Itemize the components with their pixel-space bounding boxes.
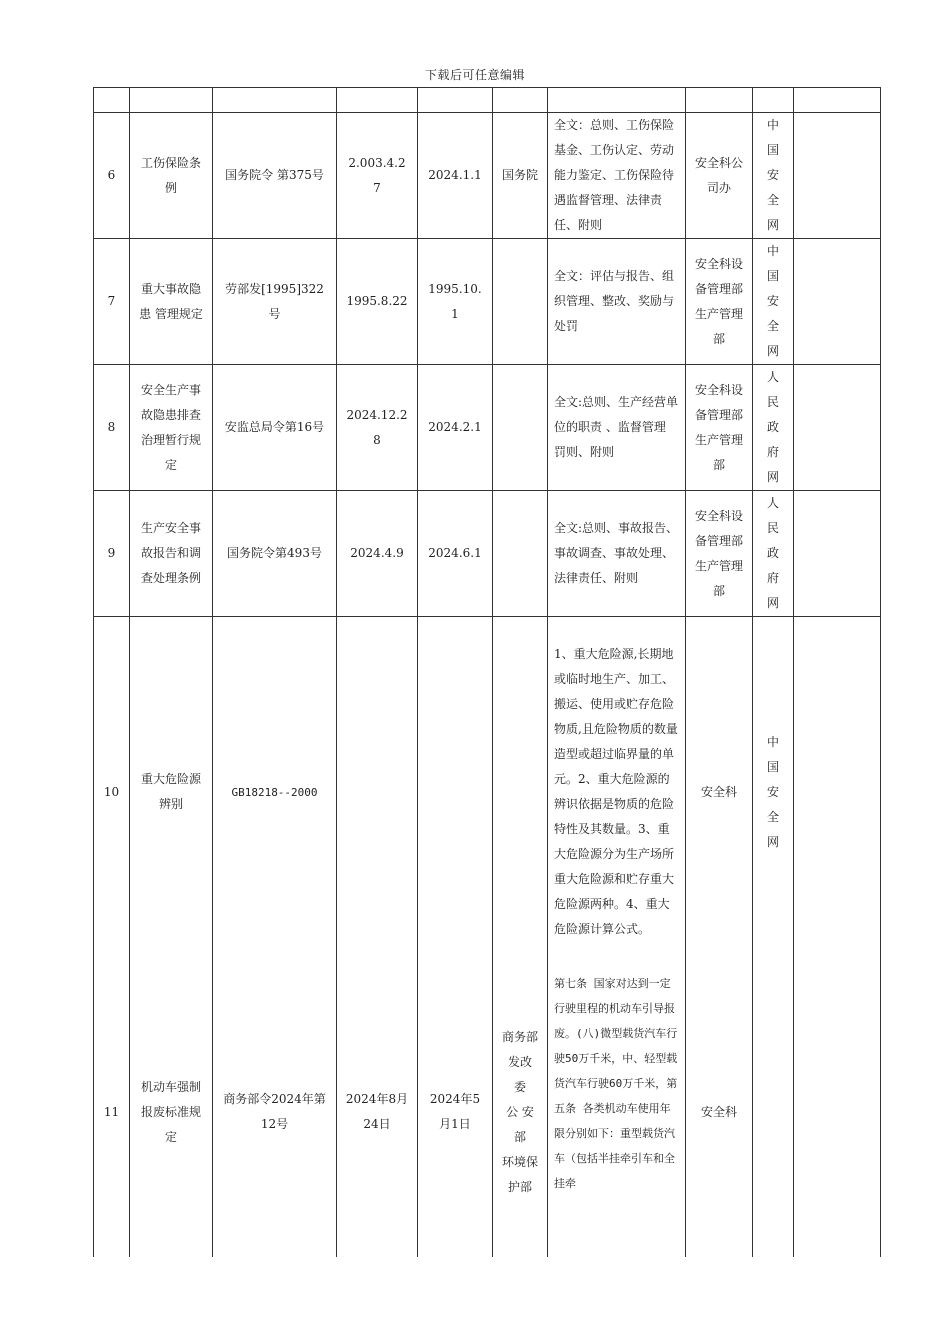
- row-number: 6: [94, 113, 130, 239]
- issue-date: 2024.4.9: [337, 491, 418, 617]
- issue-date: 1995.8.22: [337, 239, 418, 365]
- row-number-cell: [94, 617, 130, 1258]
- header-note: 下载后可任意编辑: [424, 68, 525, 82]
- responsible-dept: 安全科设备管理部生产管理部: [686, 365, 753, 491]
- source-char: 安: [766, 784, 779, 799]
- source-char: 中: [766, 244, 779, 258]
- remarks: [794, 113, 881, 239]
- source-char: 网: [766, 834, 779, 849]
- document-number-cell: [213, 617, 337, 1258]
- source-char: 安: [766, 294, 779, 308]
- regulation-name-cell: [130, 617, 213, 1258]
- document-number: 国务院令第493号: [213, 491, 337, 617]
- source-char: 网: [766, 344, 779, 358]
- source-char: 中: [766, 734, 779, 749]
- responsible-dept: 安全科设备管理部生产管理部: [686, 239, 753, 365]
- regulation-name: 重大危险源辨别: [140, 772, 201, 811]
- regulation-content: 1、重大危险源,长期地或临时地生产、加工、搬运、使用或贮存危险物质,且危险物质的数量造型或超过临界量的单元。2、重大危险源的辨识依据是物质的危险特性及其数量。3、重大危险源分为生产场所重大危险源和贮存重大危险源两种。4、重大危险源计算公式。: [554, 647, 678, 936]
- row-number: 10: [103, 784, 120, 799]
- responsible-dept: 安全科: [700, 1104, 737, 1119]
- table-row-combined: [94, 617, 881, 1258]
- info-source: [753, 491, 794, 617]
- issue-date: 2.003.4.27: [337, 113, 418, 239]
- responsible-dept: 安全科: [700, 784, 737, 799]
- issue-date-cell: [337, 617, 418, 1258]
- regulation-name: 机动车强制报废标准规定: [140, 1079, 201, 1144]
- source-char: 民: [766, 521, 779, 535]
- document-number: 安监总局令第16号: [213, 365, 337, 491]
- source-char: 网: [766, 596, 779, 610]
- remarks: [794, 491, 881, 617]
- row-number: 7: [94, 239, 130, 365]
- regulations-table: [93, 87, 881, 1257]
- issuing-authority-cell: [493, 617, 548, 1258]
- effective-date: 2024.2.1: [418, 365, 493, 491]
- regulation-name: 重大事故隐患 管理规定: [130, 239, 213, 365]
- remarks-cell: [794, 617, 881, 1258]
- document-number: GB18218--2000: [231, 785, 318, 799]
- issuing-authority: 商务部 发改 委 公 安 部 环境保 护部: [501, 1029, 538, 1194]
- source-char: 人: [766, 370, 779, 384]
- responsible-dept: 安全科设备管理部生产管理部: [686, 491, 753, 617]
- issuing-authority: [493, 365, 548, 491]
- source-char: 民: [766, 395, 779, 409]
- regulation-name: 工伤保险条例: [130, 113, 213, 239]
- source-char: 网: [766, 218, 779, 232]
- regulation-content-cell: [548, 617, 686, 1258]
- source-char: 人: [766, 496, 779, 510]
- document-number: 国务院令 第375号: [213, 113, 337, 239]
- effective-date: 2024年5月1日: [429, 1092, 481, 1131]
- source-char: 国: [766, 759, 779, 774]
- source-char: 全: [766, 809, 779, 824]
- info-source: [753, 239, 794, 365]
- source-char: 府: [766, 445, 779, 459]
- regulation-name: 安全生产事故隐患排查治理暂行规定: [130, 365, 213, 491]
- source-char: 国: [766, 269, 779, 283]
- regulation-content: 全文：总则、工伤保险基金、工伤认定、劳动能力鉴定、工伤保险待遇监督管理、法律责任、附则: [548, 113, 686, 239]
- source-char: 安: [766, 168, 779, 182]
- regulation-content: 全文:总则、生产经营单位的职责 、监督管理 罚则、附则: [548, 365, 686, 491]
- regulation-content: 第七条 国家对达到一定行驶里程的机动车引导报废。(八)微型载货汽车行驶50万千米，中、轻型载货汽车行驶60万千米，第五条 各类机动车使用年限分别如下：重型载货汽车（包括半挂牵引车和全挂牵: [554, 977, 678, 1190]
- remarks: [794, 239, 881, 365]
- document-number: 商务部令2024年第12号: [223, 1092, 326, 1131]
- effective-date-cell: [418, 617, 493, 1258]
- table-row: [94, 113, 881, 239]
- row-number: 9: [94, 491, 130, 617]
- issue-date: 2024.12.28: [337, 365, 418, 491]
- source-char: 国: [766, 143, 779, 157]
- issuing-authority: [493, 239, 548, 365]
- issuing-authority: [493, 491, 548, 617]
- table-row: [94, 491, 881, 617]
- responsible-dept: 安全科公司办: [686, 113, 753, 239]
- row-number: 8: [94, 365, 130, 491]
- source-char: 中: [766, 118, 779, 132]
- effective-date: 1995.10.1: [418, 239, 493, 365]
- remarks: [794, 365, 881, 491]
- issuing-authority: 国务院: [493, 113, 548, 239]
- source-char: 网: [766, 470, 779, 484]
- effective-date: 2024.1.1: [418, 113, 493, 239]
- table-row: [94, 365, 881, 491]
- info-source: [753, 365, 794, 491]
- regulation-name: 生产安全事故报告和调查处理条例: [130, 491, 213, 617]
- source-char: 全: [766, 193, 779, 207]
- info-source: [753, 617, 793, 967]
- regulation-content: 全文:总则、事故报告、事故调查、事故处理、法律责任、附则: [548, 491, 686, 617]
- source-char: 全: [766, 319, 779, 333]
- regulation-content: 全文：评估与报告、组织管理、整改、奖励与处罚: [548, 239, 686, 365]
- info-source-cell: [753, 617, 794, 1258]
- responsible-dept-cell: [686, 617, 753, 1258]
- source-char: 府: [766, 571, 779, 585]
- table-header-row: [94, 88, 881, 113]
- issue-date: 2024年8月24日: [345, 1092, 409, 1131]
- effective-date: 2024.6.1: [418, 491, 493, 617]
- table-row: [94, 239, 881, 365]
- row-number: 11: [103, 1104, 120, 1119]
- document-number: 劳部发[1995]322号: [213, 239, 337, 365]
- info-source: [753, 113, 794, 239]
- source-char: 政: [766, 546, 779, 560]
- source-char: 政: [766, 420, 779, 434]
